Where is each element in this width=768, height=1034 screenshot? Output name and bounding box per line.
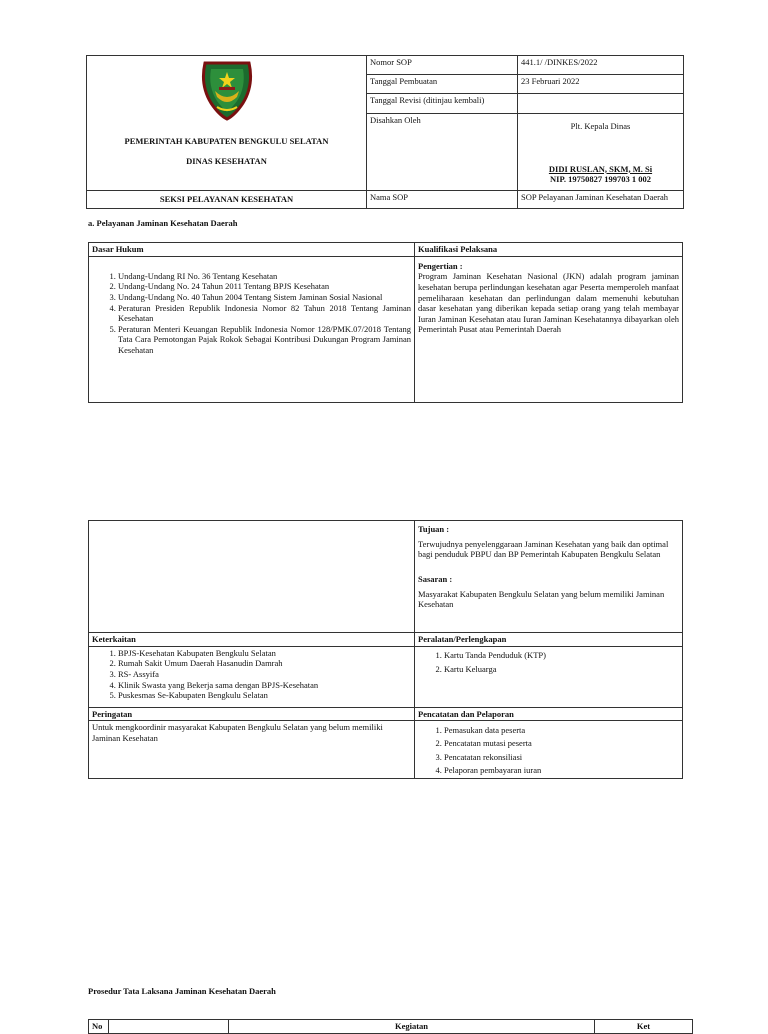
list-item: 4. Klinik Swasta yang Bekerja sama dengan BPJS-Kesehatan [118,680,411,691]
empty-cell [89,521,415,633]
procedure-heading: Prosedur Tata Laksana Jaminan Kesehatan Daerah [88,986,276,996]
list-item: 1. Undang-Undang RI No. 36 Tentang Kesehatan [118,271,411,282]
pencatatan-header: Pencatatan dan Pelaporan [415,707,683,721]
list-item: 5. Peraturan Menteri Keuangan Republik Indonesia Nomor 128/PMK.07/2018 Tentang Tata Cara Pemotongan Pajak Rokok Sebagai Kontribusi Dukungan Program Jaminan Kesehatan [118,324,411,356]
signer-name: DIDI RUSLAN, SKM, M. Si [548,163,653,174]
row-value-revisi [518,94,684,114]
org-line2: DINAS KESEHATAN [186,156,267,166]
section-name: SEKSI PELAYANAN KESEHATAN [87,191,367,209]
org-line1: PEMERINTAH KABUPATEN BENGKULU SELATAN [124,136,329,146]
row-label-nama: Nama SOP [367,191,518,209]
pengertian-cell [415,256,683,402]
row-value-nama: SOP Pelayanan Jaminan Kesehatan Daerah [518,191,684,209]
list-item: 2. Rumah Sakit Umum Daerah Hasanudin Damrah [118,658,411,669]
dasar-hukum-header: Dasar Hukum [89,243,415,257]
sasaran-text: Masyarakat Kabupaten Bengkulu Selatan yang belum memiliki Jaminan Kesehatan [418,588,665,610]
keterkaitan-list [92,648,411,701]
row-label-disahkan: Disahkan Oleh [367,114,518,191]
row-value-nomor: 441.1/ /DINKES/2022 [518,56,684,75]
kualifikasi-header: Kualifikasi Pelaksana [415,243,683,257]
col-no-header: No [89,1020,109,1034]
col-empty-header [109,1020,229,1034]
col-ket-header: Ket [595,1020,693,1034]
list-item: 4. Pelaporan pembayaran iuran [444,764,679,777]
sasaran-label: Sasaran : [418,573,453,584]
dasar-hukum-list [92,271,411,356]
keterkaitan-header: Keterkaitan [89,633,415,647]
subheading: a. Pelayanan Jaminan Kesehatan Daerah [88,218,238,228]
tujuan-label: Tujuan : [418,524,450,534]
regency-emblem-logo [197,59,257,121]
list-item: 2. Kartu Keluarga [444,664,679,675]
dasar-hukum-cell [89,256,415,402]
row-label-revisi: Tanggal Revisi (ditinjau kembali) [367,94,518,114]
pencatatan-list [418,724,679,777]
dasar-hukum-table [88,242,683,403]
pengertian-label: Pengertian : [418,260,463,271]
sop-header-table [86,55,684,209]
pengertian-text: Program Jaminan Kesehatan Nasional (JKN) adalah program jaminan kesehatan berupa perlindungan kesehatan agar Peserta memperoleh manfaat pemeliharaan kesehatan dan perlindungan dalam memenuhi kebutuhan dasar kesehatan yang diberikan kepada setiap orang yang telah membayar Iuran Jaminan Kesehatan atau Iuran Jaminan Kesehatannya dibayarkan oleh Pemerintah Pusat atau Pemerintah Daerah [418,271,679,335]
list-item: 3. Undang-Undang No. 40 Tahun 2004 Tentang Sistem Jaminan Sosial Nasional [118,292,411,303]
peralatan-list [418,650,679,675]
tujuan-text: Terwujudnya penyelenggaraan Jaminan Kesehatan yang baik dan optimal bagi penduduk PBPU dan BP Pemerintah Kabupaten Bengkulu Selatan [418,538,669,560]
tujuan-cell [415,521,683,633]
list-item: 3. Pencatatan rekonsiliasi [444,751,679,764]
list-item: 1. BPJS-Kesehatan Kabupaten Bengkulu Selatan [118,648,411,659]
peralatan-header: Peralatan/Perlengkapan [415,633,683,647]
keterkaitan-cell [89,646,415,707]
list-item: 1. Kartu Tanda Penduduk (KTP) [444,650,679,661]
list-item: 3. RS- Assyifa [118,669,411,680]
list-item: 1. Pemasukan data peserta [444,724,679,737]
peringatan-cell: Untuk mengkoordinir masyarakat Kabupaten Bengkulu Selatan yang belum memiliki Jaminan Kesehatan [89,721,415,779]
signature-cell [518,114,684,191]
peralatan-cell [415,646,683,707]
row-value-tanggal: 23 Februari 2022 [518,75,684,94]
row-label-tanggal: Tanggal Pembuatan [367,75,518,94]
row-label-nomor: Nomor SOP [367,56,518,75]
signer-title: Plt. Kepala Dinas [570,121,631,131]
list-item: 2. Pencatatan mutasi peserta [444,737,679,750]
signer-nip: NIP. 19750827 199703 1 002 [550,174,651,185]
list-item: 5. Puskesmas Se-Kabupaten Bengkulu Selatan [118,690,411,701]
org-cell [87,56,367,191]
col-kegiatan-header: Kegiatan [229,1020,595,1034]
list-item: 4. Peraturan Presiden Republik Indonesia Nomor 82 Tahun 2018 Tentang Jaminan Kesehatan [118,303,411,324]
pencatatan-cell [415,721,683,779]
tujuan-table [88,520,683,779]
procedure-table [88,1019,693,1034]
peringatan-header: Peringatan [89,707,415,721]
list-item: 2. Undang-Undang No. 24 Tahun 2011 Tentang BPJS Kesehatan [118,281,411,292]
